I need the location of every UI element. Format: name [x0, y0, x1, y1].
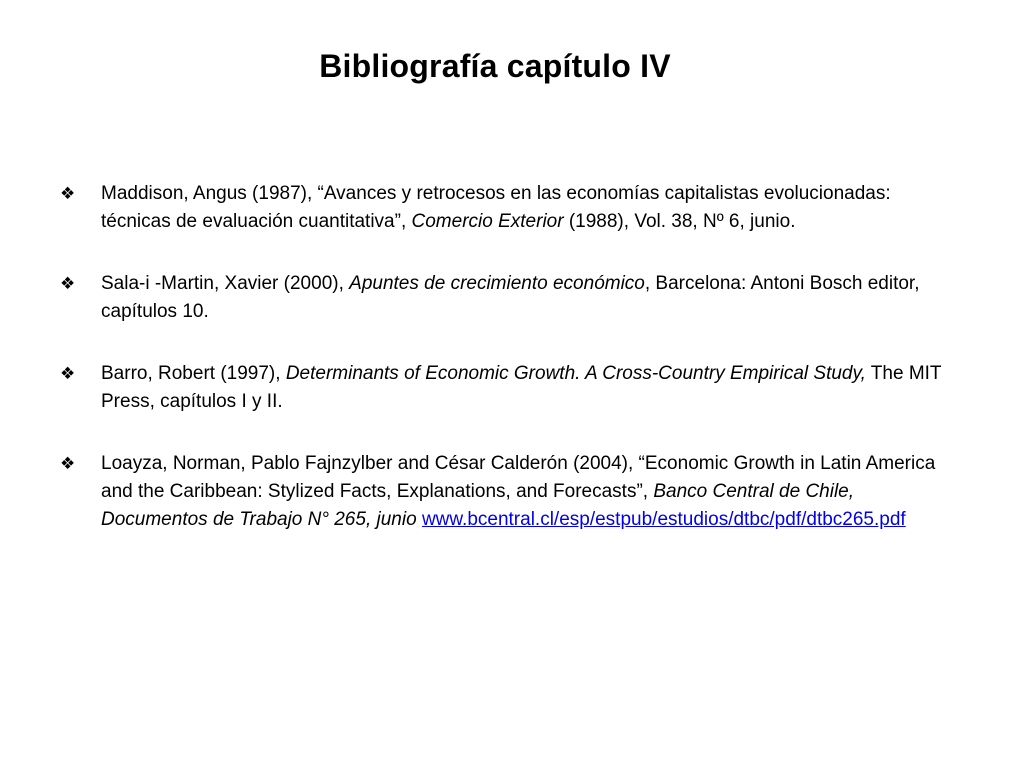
reference-italic-text: Apuntes de crecimiento económico: [349, 273, 645, 294]
reference-text: (1988), Vol. 38, Nº 6, junio.: [563, 211, 796, 232]
four-diamond-bullet-icon: ❖: [60, 454, 76, 473]
reference-item: [60, 270, 960, 326]
four-diamond-bullet-icon: ❖: [60, 364, 76, 383]
reference-text: Barro, Robert (1997),: [101, 363, 286, 384]
four-diamond-bullet-icon: ❖: [60, 184, 76, 203]
reference-item: [60, 360, 960, 416]
reference-item: [60, 180, 960, 236]
reference-text: Maddison, Angus (1987), “Avances y retrocesos en las economías capitalistas evolucionadas: técnicas de evaluación cuantitativa”,: [101, 183, 891, 232]
reference-italic-text: Determinants of Economic Growth. A Cross-Country Empirical Study,: [285, 363, 866, 384]
reference-item: [60, 450, 960, 534]
reference-text: The MIT Press, capítulos I y II.: [101, 363, 942, 412]
slide-title: Bibliografía capítulo IV: [319, 48, 671, 84]
reference-text: Sala-i -Martin, Xavier (2000),: [101, 273, 350, 294]
reference-italic-text: Comercio Exterior: [411, 211, 564, 232]
reference-text: Loayza, Norman, Pablo Fajnzylber and César Calderón (2004), “Economic Growth in Latin America and the Caribbean: Stylized Facts, Explanations, and Forecasts”,: [101, 453, 936, 502]
reference-list: [60, 180, 960, 568]
reference-link[interactable]: www.bcentral.cl/esp/estpub/estudios/dtbc/pdf/dtbc265.pdf: [421, 509, 906, 530]
four-diamond-bullet-icon: ❖: [60, 274, 76, 293]
reference-text: , Barcelona: Antoni Bosch editor, capítulos 10.: [101, 273, 920, 322]
reference-italic-text: Banco Central de Chile, Documentos de Trabajo N° 265, junio: [101, 481, 855, 530]
